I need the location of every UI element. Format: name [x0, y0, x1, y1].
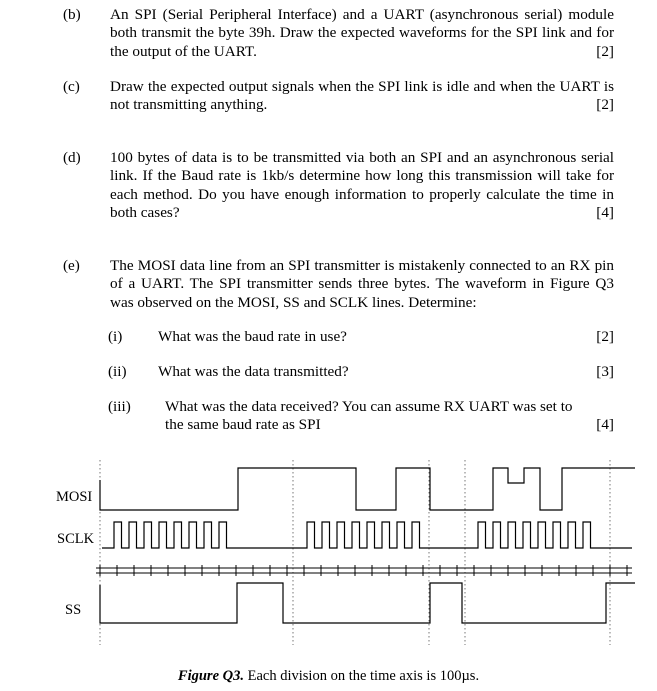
subquestion-text-line1: What was the data received? You can assume RX UART was set to	[165, 398, 573, 415]
figure-caption	[0, 668, 657, 685]
question-e	[0, 257, 657, 317]
question-marks: [2]	[596, 96, 614, 113]
sclk-trace	[102, 522, 632, 548]
subquestion-text: What was the baud rate in use?	[158, 328, 347, 345]
question-label: (c)	[63, 78, 80, 95]
mosi-label: MOSI	[56, 489, 93, 505]
figure-caption-text: Each division on the time axis is 100µs.	[243, 668, 480, 684]
time-axis	[96, 568, 632, 573]
mosi-trace	[100, 468, 635, 510]
ss-trace	[100, 583, 635, 623]
question-text: The MOSI data line from an SPI transmitter is mistakenly connected to an RX pin of a UART. The SPI transmitter sends three bytes. The waveform in Figure Q3 was observed on the MOSI, SS and SCLK lines. Determine:	[110, 257, 614, 311]
time-axis-ticks	[100, 565, 627, 576]
ss-label: SS	[65, 602, 82, 618]
subquestion-marks: [4]	[596, 416, 614, 433]
question-text: Draw the expected output signals when the SPI link is idle and when the UART is not transmitting anything.	[110, 78, 614, 114]
question-marks: [4]	[596, 204, 614, 221]
time-guides	[100, 460, 610, 645]
question-d	[0, 149, 657, 227]
question-c	[0, 78, 657, 118]
subquestion-i	[0, 328, 657, 348]
question-label: (e)	[63, 257, 80, 274]
question-b	[0, 6, 657, 66]
subquestion-label: (ii)	[108, 363, 127, 380]
question-label: (b)	[63, 6, 81, 23]
subquestion-iii	[0, 398, 657, 438]
question-text: An SPI (Serial Peripheral Interface) and a UART (asynchronous serial) module both transmit the byte 39h. Draw the expected waveforms for the SPI link and for the output of the UART.	[110, 6, 614, 60]
waveform-figure	[0, 455, 657, 660]
subquestion-label: (iii)	[108, 398, 131, 415]
subquestion-marks: [2]	[596, 328, 614, 345]
subquestion-marks: [3]	[596, 363, 614, 380]
question-text: 100 bytes of data is to be transmitted via both an SPI and an asynchronous serial link. If the Baud rate is 1kb/s determine how long this transmission will take for each method. Do you have enough information to properly calculate the time in both cases?	[110, 149, 614, 222]
subquestion-text-line2: the same baud rate as SPI	[165, 416, 321, 433]
sclk-label: SCLK	[57, 531, 95, 547]
subquestion-ii	[0, 363, 657, 383]
question-marks: [2]	[596, 43, 614, 60]
figure-caption-label: Figure Q3.	[177, 668, 244, 684]
subquestion-text: What was the data transmitted?	[158, 363, 349, 380]
subquestion-label: (i)	[108, 328, 123, 345]
question-label: (d)	[63, 149, 81, 166]
